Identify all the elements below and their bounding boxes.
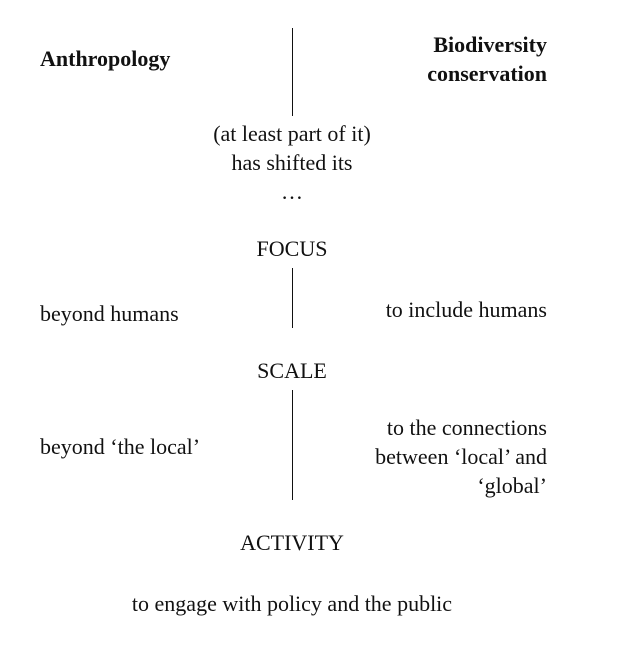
- biodiversity-conservation-label: [427, 30, 547, 88]
- divider-scale: [292, 390, 293, 500]
- intro-text: [142, 119, 442, 206]
- biodiversity-line: Biodiversity: [433, 32, 547, 57]
- activity-text: to engage with policy and the public: [131, 591, 453, 616]
- focus-right-text: to include humans: [385, 297, 547, 322]
- intro-line-2: has shifted its: [231, 150, 353, 175]
- scale-heading: SCALE: [257, 358, 327, 383]
- scale-right-line-1: to the connections: [386, 415, 547, 440]
- divider-top: [292, 28, 293, 116]
- scale-right-line-3: ‘global’: [477, 473, 547, 498]
- divider-focus: [292, 268, 293, 328]
- intro-ellipsis: …: [281, 179, 303, 204]
- scale-left-text: beyond ‘the local’: [40, 434, 201, 459]
- intro-line-1: (at least part of it): [213, 121, 371, 146]
- scale-right-text: [375, 413, 547, 500]
- scale-right-line-2: between ‘local’ and: [375, 444, 547, 469]
- focus-heading: FOCUS: [256, 236, 328, 261]
- anthropology-label: Anthropology: [40, 46, 171, 71]
- conservation-line: conservation: [427, 61, 547, 86]
- activity-heading: ACTIVITY: [240, 530, 344, 555]
- focus-left-text: beyond humans: [40, 301, 179, 326]
